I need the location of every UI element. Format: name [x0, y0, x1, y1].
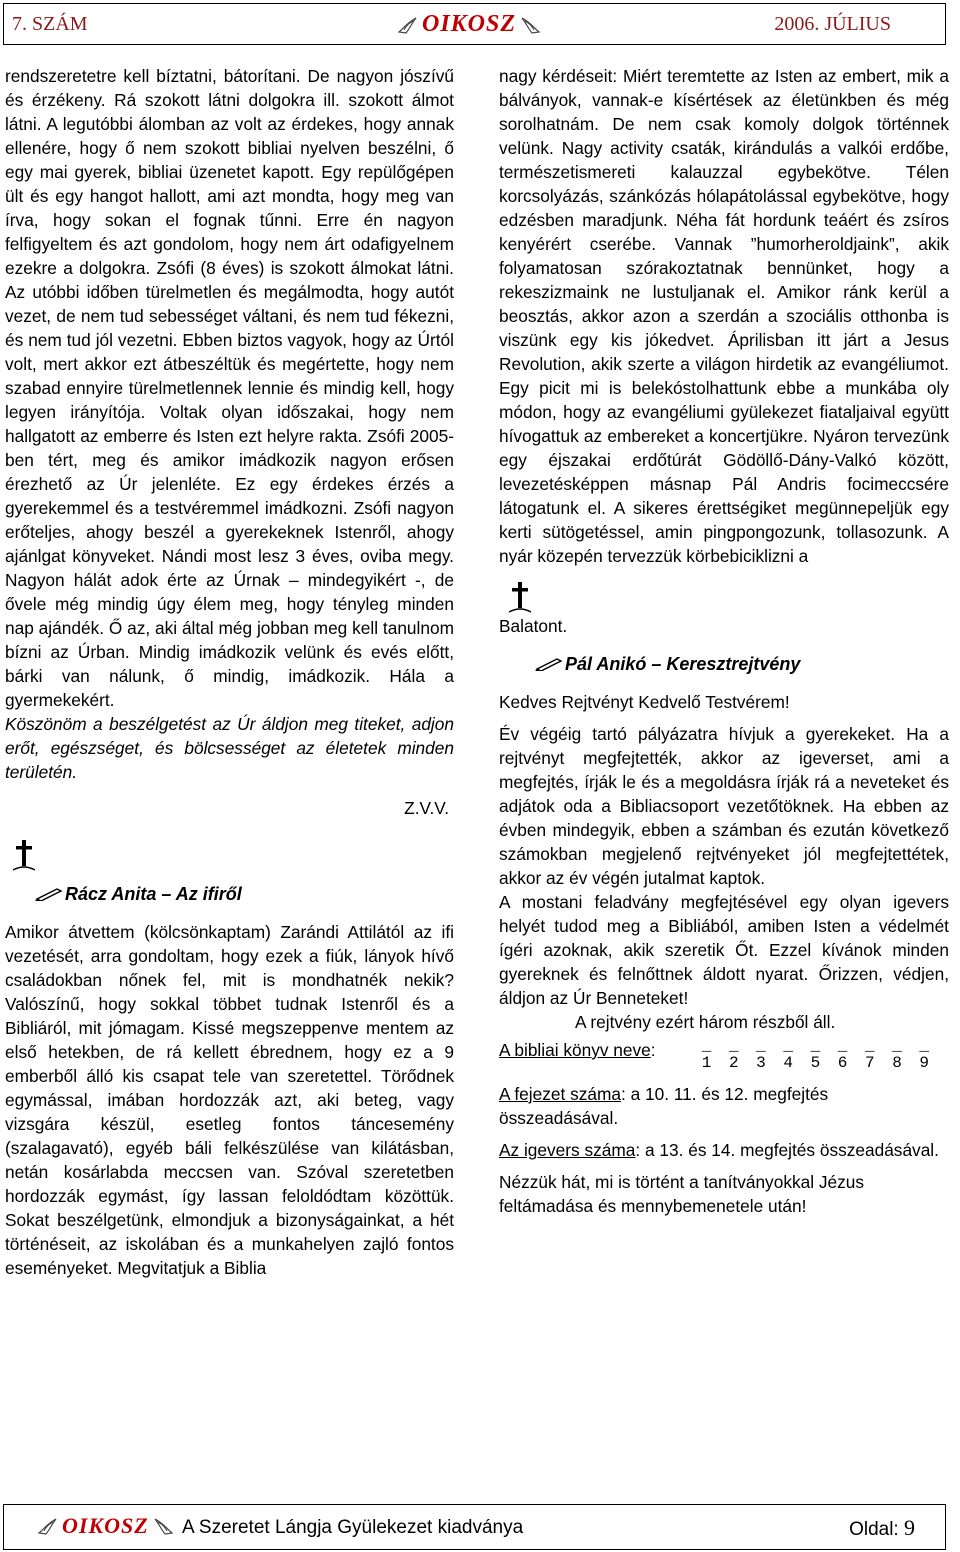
publisher-text: A Szeretet Lángja Gyülekezet kiadványa	[182, 1517, 524, 1538]
book-name-label: A bibliai könyv neve	[499, 1040, 651, 1060]
page-indicator	[849, 1515, 915, 1541]
page-label: Oldal:	[849, 1519, 899, 1540]
chapter-field: A fejezet száma: a 10. 11. és 12. megfejtés összeadásával.	[499, 1084, 829, 1128]
logo-text: OIKOSZ	[62, 1513, 149, 1538]
page-number: 9	[904, 1515, 915, 1540]
page-header	[3, 3, 946, 45]
masthead-logo	[396, 11, 542, 38]
section-heading-ifi	[35, 882, 454, 906]
footer-logo	[36, 1513, 175, 1539]
right-column	[499, 64, 949, 1218]
issue-date: 2006. JÚLIUS	[774, 13, 891, 35]
flame-dove-icon	[396, 14, 422, 36]
pencil-icon	[535, 657, 563, 671]
puzzle-parts-intro: A rejtvény ezért három részből áll.	[575, 1012, 836, 1032]
verse-field: Az igevers száma: a 13. és 14. megfejtés összeadásával.	[499, 1140, 939, 1160]
book-name-field: A bibliai könyv neve: _ _ _ _ _ _ _ _ _ 1 2 3 4 5 6 7 8 9	[499, 1038, 949, 1072]
flame-dove-icon	[149, 1515, 175, 1537]
puzzle-paragraph: A mostani feladvány megfejtésével egy olyan igevers helyét tudod meg a Bibliából, amiben Isten a védelmét ígéri azoknak, akik szeretik Őt. Ezzel kívánok minden gyereknek és felnőttnek áldott nyarat. Őrizzen, védjen, áldjon az Úr Benneteket!	[499, 892, 949, 1008]
issue-number: 7. SZÁM	[12, 13, 88, 35]
closing-paragraph: Nézzük hát, mi is történt a tanítványokkal Jézus feltámadása és mennybemenetele után!	[499, 1172, 864, 1216]
pencil-icon	[35, 887, 63, 901]
heading-text: Rácz Anita – Az ifiről	[65, 884, 242, 904]
signature: Z.V.V.	[404, 798, 449, 818]
greeting: Kedves Rejtvényt Kedvelő Testvérem!	[499, 692, 790, 712]
ifi-paragraph-end: Balatont.	[499, 616, 568, 636]
answer-blanks: _ _ _ _ _ _ _ _ _ 1 2 3 4 5 6 7 8 9	[701, 1037, 933, 1072]
puzzle-paragraph: Év végéig tartó pályázatra hívjuk a gyerekeket. Ha a rejtvényt megfejtették, akkor az igeverset, ami a megfejtés, írják le és a megoldásra írják rá a neveteket és adjátok oda a Bibliacsoport vezetőtöknek. Ha ebben az évben mindegyik, ebben a számban és ezután következő számokban megjelenő rejtvényeket jól megfejtettétek, akkor az év végén jutalmat kaptok.	[499, 724, 949, 888]
cross-icon	[509, 580, 531, 614]
thanks-paragraph: Köszönöm a beszélgetést az Úr áldjon meg titeket, adjon erőt, egészséget, és bölcsességet az életetek minden területén.	[5, 714, 454, 782]
ifi-paragraph: Amikor átvettem (kölcsönkaptam) Zarándi Attilától az ifi vezetését, arra gondoltam, hogy ezek a fiúk, lányok hívő családokban nőnek fel, mit is mondhatnék nekik? Valószínű, hogy sokkal többet tudnak Istenről és a Bibliáról, mit jómagam. Kissé megszeppenve mentem az első hetekben, de rá kellett ébrednem, hogy ez a 9 emberből álló kis csapat tele van szeretettel. Törődnek egymással, imában hordozzák azt, aki beteg, vagy vizsgára készül, esetleg fontos táncesemény (szalagavató), egyéb báli felkészülése van kilátásban, netán kosárlabda meccsen van. Szóval szeretetben hordozzák egymást, így lassan feloldódtam közöttük. Sokat beszélgetünk, elmondjuk a bizonyságainkat, a hét történéseit, az iskolában és a munkahelyen zajló fontos eseményeket. Megvitatjuk a Biblia	[5, 922, 454, 1278]
flame-dove-icon	[516, 14, 542, 36]
page-footer	[3, 1504, 946, 1550]
section-heading-puzzle	[535, 652, 949, 676]
logo-text: OIKOSZ	[422, 11, 517, 37]
left-column	[5, 64, 454, 1280]
section-divider	[5, 820, 454, 872]
flame-dove-icon	[36, 1515, 62, 1537]
interview-paragraph: rendszeretetre kell bíztatni, bátorítani. De nagyon jószívű és érzékeny. Rá szokott látni dolgokra ill. szokott álmot látni. A legutóbbi álomban az volt az érdekes, hogy annak ellenére, hogy ő nem szokott bibliai nyelven beszélni, ő egy mai gyerek, bibliai üzenetet kapott. Egy repülőgépen ült és egy hangot hallott, ami azt mondta, hogy meg van írva, hogy sokan el fognak tűnni. Erre én nagyon felfigyeltem és azt gondolom, hogy nem árt odafigyelnem ezekre a dolgokra. Zsófi (8 éves) is szokott álmokat látni. Az utóbbi időben türelmetlen és megálmodta, hogy autót vezet, de nem tud sebességet váltani, és nem tud fékezni, és nem tud jól vezetni. Ebben biztos vagyok, hogy az Úrtól volt, mert akkor ezt átbeszéltük és megértette, hogy nem szabad ennyire türelmetlennek lennie és mindig kell, hogy legyen irányítója. Voltak olyan időszakai, hogy nem hallgatott az emberre és Isten ezt helyre rakta. Zsófi 2005-ben tért, meg és amikor imádkozik nagyon erősen érezhető az Úr jelenléte. Ez egy érdekes érzés a gyerekemmel és a testvéremmel imádkozni. Zsófi nagyon erőteljes, ahogy beszél a gyerekeknek Istenről, ahogy ajánlgat könyveket. Nándi most lesz 3 éves, oviba megy. Nagyon hálát adok érte az Úrnak – mindegyikért -, de ővele még mindig úgy élem meg, hogy tényleg minden nap ajándék. Ő az, aki által még jobban meg kell tanulnom bízni az Úrban. Mindig imádkozik velünk és evés előtt, bárki van nálunk, ő mindig, imádkozik. Hála a gyermekekért.	[5, 66, 454, 710]
section-divider	[499, 568, 949, 614]
ifi-paragraph-continued: nagy kérdéseit: Miért teremtette az Isten az embert, mik a bálványok, vannak-e kísértések az életünkben és még sorolhatnám. De nem csak komoly dolgok történnek velünk. Nagy activity csaták, kirándulás a valkói erdőbe, természetismereti kalauzzal egybekötve. Télen korcsolyázás, szánkózás hólapátolással egybekötve, hogy edzésben maradjunk. Néha fát hordunk teáért és zsíros kenyérért cserébe. Vannak ”humorheroldjaink”, akik folyamatosan szórakoztatnak bennünket, hogy a rekeszizmaink ne lustuljanak el. Amikor ránk kerül a beosztás, akkor azon a szerdán a szociális otthonba is viszünk egy kis jókedvet. Áprilisban itt járt a Jesus Revolution, akik szerte a világon hirdetik az evangéliumot. Egy picit mi is belekóstolhattunk ebbe a munkába oly módon, hogy az evangéliumi gyülekezet fiataljaival együtt hívogattuk az embereket a koncertjükre. Nyáron tervezünk egy éjszakai erdőtúrát Gödöllő-Dány-Valkó között, levezetésképpen másnap Pál Andris focimeccsére látogatunk el. A sikeres érettségiket megünnepeljük egy kerti sütögetéssel, amin pingpongozunk, tollasozunk. A nyár közepén tervezzük körbebiciklizni a	[499, 66, 949, 566]
cross-icon	[13, 838, 35, 872]
heading-text: Pál Anikó – Keresztrejtvény	[565, 654, 801, 674]
